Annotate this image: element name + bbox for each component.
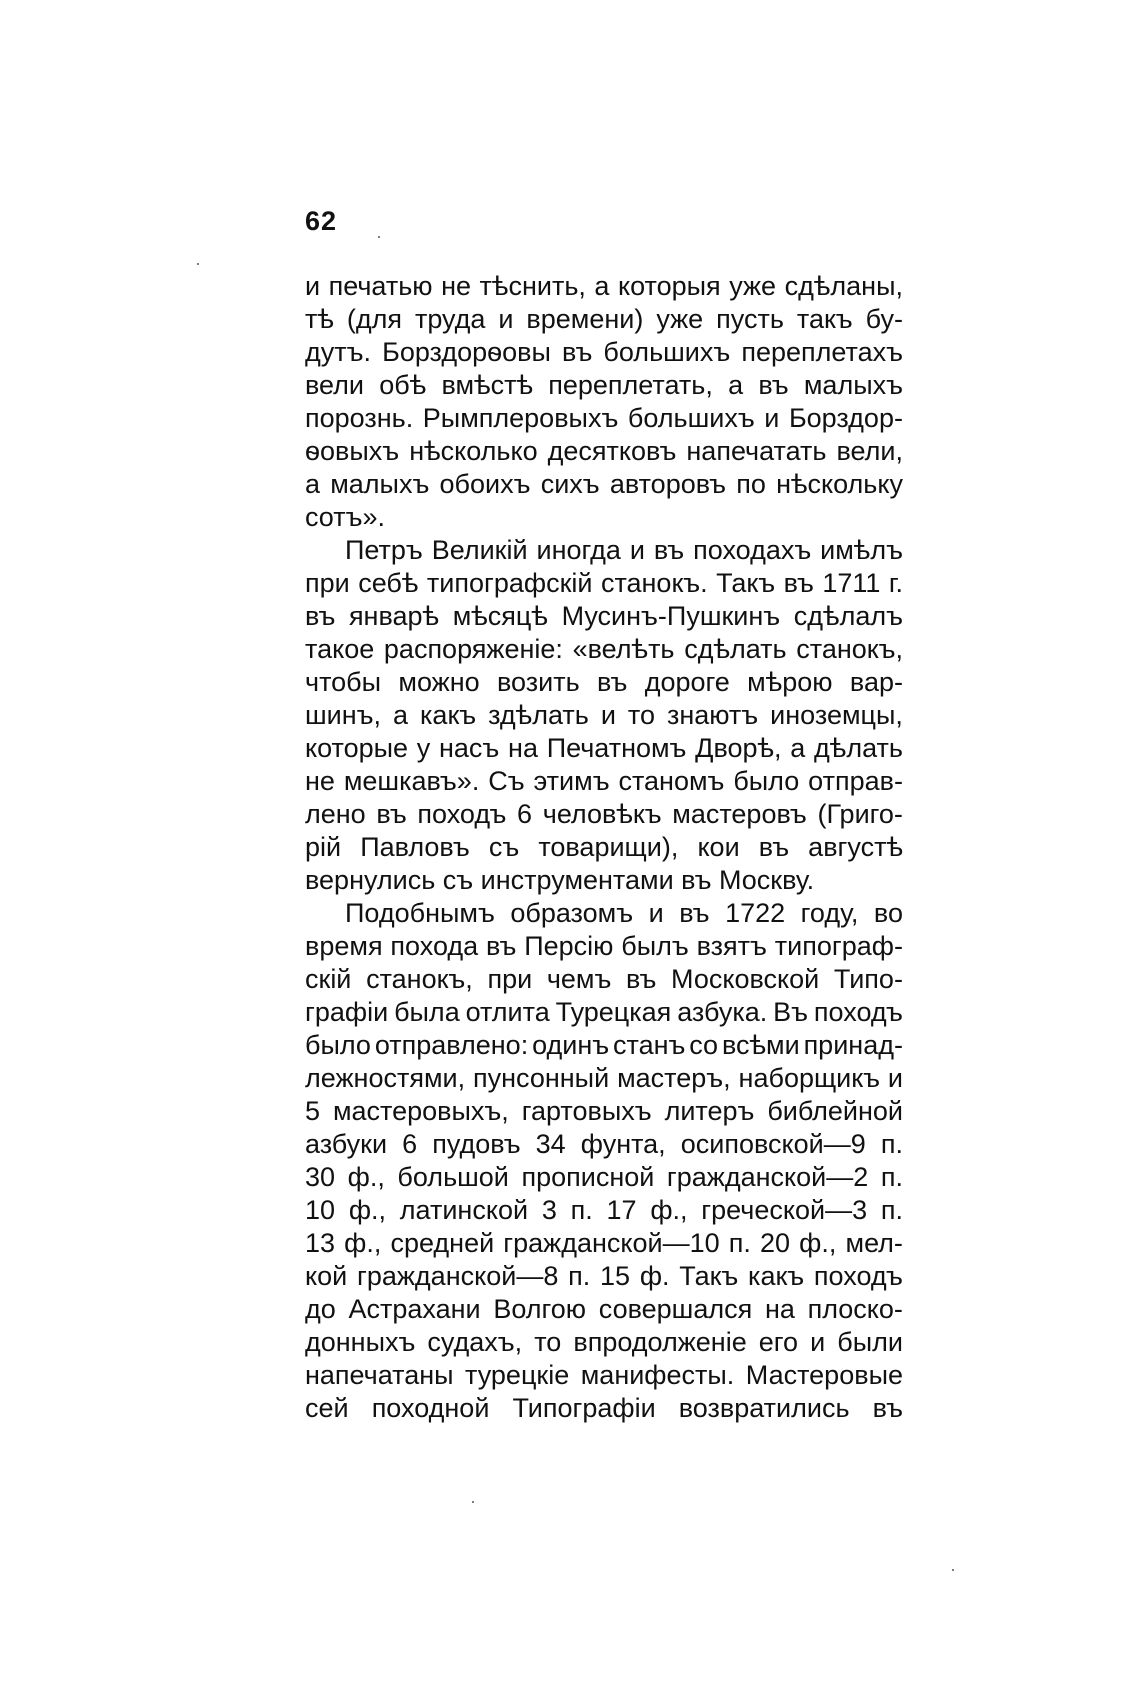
word: 17 [606,1195,637,1225]
word: въ [597,667,628,697]
word: ф., [347,1162,385,1192]
text-line: сотъ». [305,502,385,532]
word: (Григо- [817,799,903,829]
word: библейной [767,1096,903,1126]
word: и [629,535,645,565]
word: Великій [431,535,528,565]
word: гражданской—2 [666,1162,869,1192]
text-line [305,402,903,435]
word: вели, [836,436,903,466]
word: былъ [621,931,689,961]
word: Мусинъ-Пушкинъ [561,601,781,631]
word: вар- [849,667,903,697]
word: п. [880,1162,903,1192]
word: 5 [305,1096,321,1126]
word: станокъ. [600,568,708,598]
word: на [508,733,538,763]
word: наборщикъ [738,1063,880,1093]
word: 13 [305,1228,336,1258]
word: переплетать, [548,370,713,400]
word: Астрахани [348,1294,481,1324]
word: рій [305,832,342,862]
text-line [305,1260,903,1293]
word: а [728,370,744,400]
text-line [305,336,903,369]
word: въ [486,931,517,961]
word: нѣсколько [409,436,538,466]
word: типограф- [774,931,903,961]
word: мѣсяцѣ [452,601,548,631]
word: и [648,898,664,928]
word: Борздорѳовы [382,337,551,367]
word: въ [653,535,685,565]
word: ѳовыхъ [305,436,400,466]
word: имѣлъ [820,535,903,565]
text-line: вернулись съ инструментами въ Москву. [305,865,815,895]
word: станомъ [618,766,725,796]
word: переплетахъ [741,337,903,367]
word: 15 [600,1261,631,1291]
text-line [305,567,903,600]
text-line [305,1194,903,1227]
word: греческой—3 [701,1195,868,1225]
word: 30 [305,1162,336,1192]
word: судахъ, [427,1327,523,1357]
word: Борздор- [788,403,903,433]
word: сдѣлать [684,634,787,664]
word: Такъ [716,568,776,598]
word: въ [872,1393,903,1423]
word: азбука. [677,997,768,1027]
word: какъ [420,700,477,730]
word: п. [880,1129,903,1159]
word: мешкавъ». [343,766,480,796]
word: было [733,766,800,796]
word: кои [697,832,740,862]
text-line [305,996,903,1029]
word: себѣ [358,568,419,598]
word: уже [729,271,777,301]
word: вели [305,370,364,400]
word: малыхъ [803,370,903,400]
word: обѣ [379,370,427,400]
text-line [305,699,903,732]
text-line [305,303,903,336]
word: латинской [399,1195,529,1225]
word: осиповской—9 [680,1129,866,1159]
word: станокъ, [366,964,473,994]
word: Въ [773,997,809,1027]
word: большихъ [627,403,755,433]
word: лено [305,799,366,829]
text-line [305,1227,903,1260]
word: до [305,1294,336,1324]
word: лежностями, [305,1063,466,1093]
word: и [887,1063,903,1093]
word: похода [390,931,479,961]
scan-speck [952,1569,954,1571]
word: п. [880,1195,903,1225]
text-line [305,270,903,303]
word: насъ [439,733,500,763]
word: походной [371,1393,490,1423]
word: которые [305,733,409,763]
word: Такъ [679,1261,739,1291]
word: Подобнымъ [345,898,495,928]
word: Волгою [493,1294,587,1324]
word: турецкіе [465,1360,570,1390]
word: образомъ [510,898,634,928]
word: гражданской—10 [503,1228,720,1258]
word: чемъ [546,964,612,994]
word: а [594,271,610,301]
word: а [790,733,806,763]
word: Турецкая [555,997,672,1027]
text-line [305,1062,903,1095]
word: походъ [813,1261,903,1291]
word: и [498,304,514,334]
word: фунта, [580,1129,666,1159]
word: въ [562,337,593,367]
scan-speck [197,263,199,265]
text-line [305,831,903,864]
word: августѣ [808,832,903,862]
word: отправ- [808,766,903,796]
word: напечатаны [305,1360,454,1390]
word: печатью [328,271,433,301]
word: 34 [535,1129,566,1159]
word: 6 [402,1129,418,1159]
word: сдѣланы, [784,271,903,301]
text-line [305,1359,903,1392]
word: труда [414,304,486,334]
word: походъ [417,799,507,829]
word: дутъ. [305,337,371,367]
word: графіи [305,997,389,1027]
text-line [305,1029,903,1062]
word: 3 [541,1195,557,1225]
word: мѣрою [747,667,833,697]
word: 6 [517,799,533,829]
word: въ [679,898,710,928]
word: и [600,700,616,730]
word: распоряженіе: [383,634,563,664]
word: которыя [617,271,721,301]
word: нѣскольку [776,469,903,499]
text-line [305,963,903,996]
word: здѣлать [488,700,589,730]
word: п. [570,1195,593,1225]
word: мастеровъ [672,799,807,829]
word: мастеръ, [617,1063,731,1093]
word: со [689,1030,719,1060]
word: и [764,403,780,433]
word: сихъ [540,469,600,499]
word: походъ [813,997,903,1027]
text-line [305,369,903,402]
text-line [305,897,903,930]
word: взятъ [696,931,767,961]
word: 20 [760,1228,791,1258]
word: малыхъ [330,469,430,499]
word: а [393,700,409,730]
word: всѣми [721,1030,800,1060]
word: п. [568,1261,591,1291]
word: году, [800,898,859,928]
word: одинъ [532,1030,610,1060]
word: съ [488,832,520,862]
word: были [837,1327,903,1357]
scan-speck [378,236,380,238]
word: Рымплеровыхъ [422,403,619,433]
word: можно [398,667,480,697]
word: и [810,1327,826,1357]
word: Дворѣ, [695,733,782,763]
word: отлита [465,997,550,1027]
text-line [305,1293,903,1326]
word: январѣ [348,601,440,631]
word: вмѣстѣ [441,370,534,400]
word: Петръ [345,535,423,565]
word: дороге [644,667,730,697]
word: 1722 [725,898,786,928]
word: десятковъ [547,436,677,466]
text-line [305,468,903,501]
word: такъ [796,304,853,334]
word: дѣлать [814,733,903,763]
word: шинъ, [305,700,382,730]
word: авторовъ [609,469,727,499]
word: было [305,1030,371,1060]
word: кой [305,1261,348,1291]
text-line [305,1161,903,1194]
word: не [305,766,335,796]
text-line [305,534,903,567]
word: то [627,700,655,730]
body-text [305,270,903,1425]
word: въ [783,568,814,598]
word: Павловъ [360,832,470,862]
text-line [305,633,903,666]
word: по [736,469,766,499]
text-line [305,1095,903,1128]
word: какъ [748,1261,805,1291]
word: въ [758,832,790,862]
word: пудовъ [432,1129,521,1159]
word: (для [346,304,402,334]
word: «велѣть [572,634,675,664]
word: въ [305,601,336,631]
word: пусть [716,304,784,334]
word: большихъ [603,337,731,367]
word: принад- [803,1030,903,1060]
word: сдѣлалъ [793,601,903,631]
word: этимъ [533,766,610,796]
word: была [394,997,460,1027]
word: времени) [526,304,644,334]
word: Съ [488,766,525,796]
text-line [305,798,903,831]
word: на [764,1294,795,1324]
word: станокъ, [796,634,903,664]
word: походахъ [693,535,812,565]
word: напечатать [686,436,827,466]
word: ф. [639,1261,670,1291]
word: чтобы [305,667,382,697]
word: 1711 [822,568,881,598]
word: во [873,898,903,928]
text-line [305,600,903,633]
word: не [441,271,472,301]
word: тѣснить, [479,271,586,301]
word: г. [888,568,903,598]
word: у [416,733,431,763]
word: время [305,931,383,961]
word: гражданской—8 [356,1261,559,1291]
word: его [758,1327,799,1357]
text-line [305,1326,903,1359]
word: прописной [521,1162,655,1192]
word: гартовыхъ [521,1096,652,1126]
word: обоихъ [439,469,531,499]
word: то [534,1327,562,1357]
word: ф., [799,1228,837,1258]
word: Печатномъ [546,733,687,763]
text-line [305,1392,903,1425]
word: азбуки [305,1129,388,1159]
word: и [305,271,321,301]
word: при [305,568,350,598]
word: донныхъ [305,1327,416,1357]
word: типографскій [426,568,593,598]
word: скій [305,964,352,994]
word: Типографіи [512,1393,656,1423]
text-line [305,930,903,963]
word: пунсонный [473,1063,610,1093]
scan-speck [472,1501,474,1503]
word: ф., [348,1195,387,1225]
word: отправлено: [374,1030,529,1060]
word: въ [376,799,407,829]
word: при [487,964,533,994]
word: 10 [305,1195,336,1225]
word: большой [397,1162,509,1192]
word: Типо- [833,964,903,994]
word: товарищи), [538,832,679,862]
word: литеръ [664,1096,755,1126]
word: уже [656,304,704,334]
text-line [305,732,903,765]
word: порознь. [305,403,414,433]
word: возвратились [678,1393,850,1423]
page-number: 62 [305,206,338,236]
word: плоско- [807,1294,903,1324]
word: сей [305,1393,349,1423]
word: въ [626,964,657,994]
word: такое [305,634,375,664]
word: ф., [344,1228,382,1258]
word: иногда [536,535,621,565]
word: манифесты. [580,1360,735,1390]
word: впродолженіе [573,1327,747,1357]
word: п. [728,1228,751,1258]
word: а [305,469,321,499]
text-line [305,666,903,699]
text-line [305,1128,903,1161]
word: средней [390,1228,495,1258]
word: возить [497,667,580,697]
text-line [305,765,903,798]
word: въ [758,370,789,400]
word: Персію [524,931,614,961]
word: бу- [865,304,903,334]
text-line [305,435,903,468]
word: тѣ [305,304,334,334]
word: Московской [671,964,820,994]
word: совершался [598,1294,753,1324]
word: Мастеровые [745,1360,903,1390]
word: мел- [845,1228,903,1258]
word: ф., [650,1195,688,1225]
word: станъ [613,1030,686,1060]
word: мастеровыхъ, [332,1096,509,1126]
word: иноземцы, [770,700,903,730]
word: человѣкъ [542,799,662,829]
word: знаютъ [666,700,759,730]
